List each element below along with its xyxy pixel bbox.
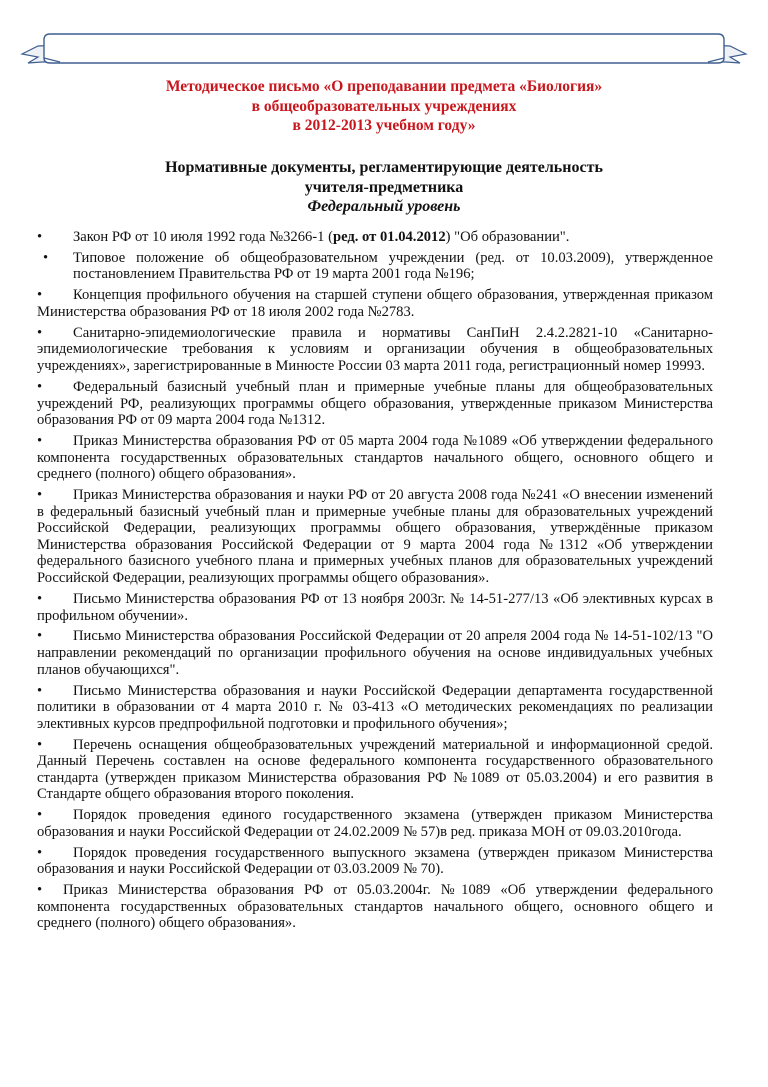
- list-item: • Приказ Министерства образования и науки РФ от 20 августа 2008 года №241 «О внесении изменений в федеральный базисный учебный план и примерные учебные планы для образовательных учреждений Российской Федерации, реализующих программы общего образования, утверждённые приказом Министерства образования Российской Федерации от 9 марта 2004 года №1312 «Об утверждении федерального базисного учебного плана и примерных учебных планов для образовательных учреждений Российской Федерации, реализующих программы общего образования».: [37, 487, 713, 587]
- list-item: • Порядок проведения государственного выпускного экзамена (утвержден приказом Министерства образования и науки Российской Федерации от 03.03.2009 № 70).: [37, 844, 713, 878]
- bullet-icon: •: [37, 628, 43, 645]
- list-item: • Приказ Министерства образования РФ от 05 марта 2004 года №1089 «Об утверждении федерального компонента государственных образовательных стандартов начального общего, основного общего и среднего (полного) общего образования».: [37, 433, 713, 483]
- heading-subtitle: Федеральный уровень: [307, 198, 461, 215]
- title-line: в общеобразовательных учреждениях: [251, 97, 517, 115]
- list-item: • Санитарно-эпидемиологические правила и нормативы СанПиН 2.4.2.2821-10 «Санитарно-эпидемиологические требования к условиям и организации обучения в общеобразовательных учреждениях», зарегистрированные в Минюсте России 03 марта 2011 года, регистрационный номер 19993.: [37, 324, 713, 375]
- bullet-icon: •: [37, 487, 43, 504]
- bullet-icon: •: [37, 590, 43, 607]
- list-item: • Федеральный базисный учебный план и примерные учебные планы для общеобразовательных учреждений РФ, реализующих программы общего образования, утвержденные приказом Министерства образования РФ от 09 марта 2004 года №1312.: [37, 378, 713, 429]
- bullet-icon: •: [37, 736, 43, 753]
- decorative-ribbon-banner: [20, 32, 748, 66]
- bullet-icon: •: [37, 229, 43, 245]
- list-item: • Перечень оснащения общеобразовательных учреждений материальной и информационной средой. Данный Перечень составлен на основе федерального компонента государственного образовательного стандарта (утвержден приказом Министерства образования РФ №1089 от 05.03.2004) и его развития в Стандарте общего образования второго поколения.: [37, 736, 713, 803]
- bullet-icon: •: [37, 844, 43, 861]
- document-title: [0, 77, 768, 136]
- bold-revision: ред. от 01.04.2012: [332, 229, 446, 245]
- heading-line: Нормативные документы, регламентирующие деятельность: [165, 159, 603, 176]
- bullet-icon: •: [37, 433, 43, 450]
- bullet-icon: •: [37, 324, 43, 341]
- list-item: • Приказ Министерства образования РФ от 05.03.2004г. №1089 «Об утверждении федерального компонента государственных образовательных стандартов начального общего, основного общего и среднего (полного) общего образования».: [37, 882, 713, 932]
- list-item: • Письмо Министерства образования Российской Федерации от 20 апреля 2004 года № 14-51-102/13 "О направлении рекомендаций по организации профильного обучения на основе индивидуальных учебных планов обучающихся".: [37, 628, 713, 678]
- list-item: • Концепция профильного обучения на старшей ступени общего образования, утвержденная приказом Министерства образования РФ от 18 июля 2002 года №2783.: [37, 287, 713, 320]
- list-item: • Письмо Министерства образования РФ от 13 ноября 2003г. № 14-51-277/13 «Об элективных курсах в профильном обучении».: [37, 590, 713, 624]
- list-item: • Порядок проведения единого государственного экзамена (утвержден приказом Министерства образования и науки Российской Федерации от 24.02.2009 № 57)в ред. приказа МОН от 09.03.2010года.: [37, 807, 713, 840]
- list-item: • Письмо Министерства образования и науки Российской Федерации департамента государственной политики в образовании от 4 марта 2010 г. № 03-413 «О методических рекомендациях по реализации элективных курсов предпрофильной подготовки и профильного обучения»;: [37, 682, 713, 732]
- title-line: Методическое письмо «О преподавании предмета «Биология»: [165, 78, 603, 95]
- bullet-icon: •: [37, 882, 43, 899]
- bullet-icon: •: [37, 682, 43, 699]
- title-line: в 2012-2013 учебном году»: [292, 117, 476, 134]
- list-item: • Типовое положение об общеобразовательном учреждении (ред. от 10.03.2009), утвержденное постановлением Правительства РФ от 19 марта 2001 года №196;: [43, 249, 713, 283]
- bullet-icon: •: [43, 249, 49, 266]
- document-list: [37, 229, 713, 936]
- bullet-icon: •: [37, 378, 43, 395]
- section-heading: [0, 158, 768, 217]
- bullet-icon: •: [37, 807, 43, 824]
- heading-line: учителя-предметника: [304, 178, 464, 196]
- bullet-icon: •: [37, 287, 43, 304]
- list-item: • Закон РФ от 10 июля 1992 года №3266-1 (ред. от 01.04.2012) "Об образовании".: [37, 229, 570, 245]
